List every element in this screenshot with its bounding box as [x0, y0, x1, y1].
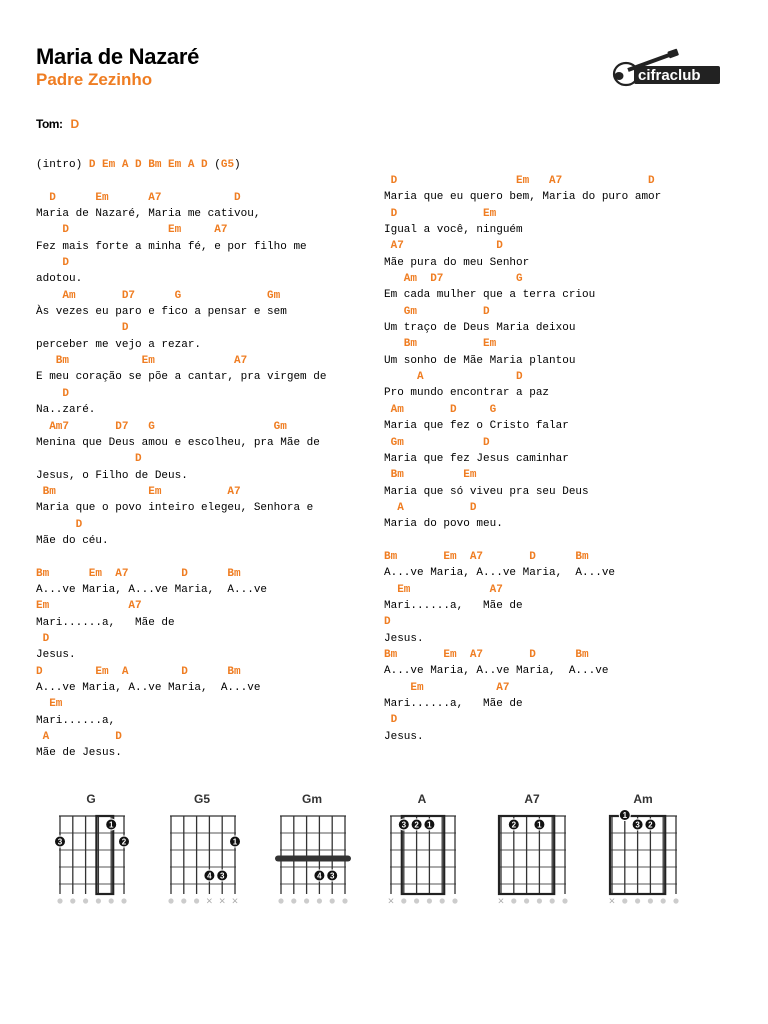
lyric-line: Jesus. [384, 730, 424, 743]
logo-text: cifraclub [638, 67, 701, 84]
svg-text:1: 1 [108, 820, 114, 830]
chord-line[interactable]: Em [36, 698, 63, 711]
chord-diagram-g5[interactable] [157, 792, 247, 910]
fretboard-diagram [46, 806, 136, 906]
open-string-icon [562, 898, 567, 903]
guitar-logo-icon [606, 48, 724, 90]
chord-diagram-name: G [86, 792, 96, 806]
svg-text:3: 3 [57, 837, 63, 847]
lyric-line: Maria que fez Jesus caminhar [384, 452, 569, 465]
chord-line[interactable]: D Em A D Bm [36, 665, 241, 678]
chord-line[interactable]: A D [384, 501, 477, 514]
chord-line[interactable]: D [36, 632, 50, 645]
lyric-line: Maria que o povo inteiro elegeu, Senhora e [36, 502, 314, 515]
svg-text:4: 4 [207, 871, 212, 881]
chord-line[interactable]: A7 D [384, 240, 503, 253]
chord-diagram-am[interactable] [598, 792, 688, 910]
lyric-line: Jesus. [384, 632, 424, 645]
open-string-icon [342, 898, 347, 903]
open-string-icon [304, 898, 309, 903]
fretboard-diagram [157, 806, 247, 906]
finger-marker [217, 870, 228, 881]
open-string-icon [57, 898, 62, 903]
lyric-line: Mãe do céu. [36, 534, 109, 547]
lyric-line: Jesus, o Filho de Deus. [36, 469, 188, 482]
finger-marker [327, 870, 338, 881]
chord-line[interactable]: D [36, 322, 129, 335]
open-string-icon [511, 898, 516, 903]
finger-marker [398, 819, 409, 830]
chord-diagram-name: A7 [524, 792, 540, 806]
finger-marker [411, 819, 422, 830]
lyric-line: Jesus. [36, 649, 76, 662]
chord-line[interactable]: Bm Em A7 [36, 355, 248, 368]
fretboard-diagram [598, 806, 688, 906]
lyric-line: A...ve Maria, A...ve Maria, A...ve [36, 583, 268, 596]
lyric-line: Maria que só viveu pra seu Deus [384, 485, 589, 498]
open-string-icon [440, 898, 445, 903]
lyric-line: Pro mundo encontrar a paz [384, 387, 550, 400]
key-label: Tom: [36, 117, 63, 131]
svg-text:1: 1 [232, 837, 238, 847]
chord-line[interactable]: Gm D [384, 436, 490, 449]
svg-text:1: 1 [622, 811, 628, 820]
muted-string-icon: × [387, 895, 395, 906]
svg-text:2: 2 [121, 837, 127, 847]
open-string-icon [278, 898, 283, 903]
chord-line[interactable]: A D [36, 731, 122, 744]
chord-line[interactable]: D [36, 518, 83, 531]
open-string-icon [194, 898, 199, 903]
svg-text:2: 2 [648, 820, 653, 830]
fretboard-diagram [267, 806, 357, 906]
finger-marker [106, 819, 117, 830]
open-string-icon [550, 898, 555, 903]
fretboard-diagram [487, 806, 577, 906]
finger-marker [632, 819, 643, 830]
chord-diagram-name: Gm [301, 792, 322, 806]
finger-marker [424, 819, 435, 830]
chord-line[interactable]: Am D G [384, 403, 497, 416]
chord-line[interactable]: Am7 D7 G Gm [36, 420, 287, 433]
blank-line [384, 533, 661, 549]
lyric-line: Mãe pura do meu Senhor [384, 256, 530, 269]
cifraclub-logo[interactable] [606, 48, 724, 90]
chord-line[interactable]: D [384, 616, 391, 629]
lyric-line: Mari......a, Mãe de [36, 616, 175, 629]
svg-text:2: 2 [511, 820, 517, 830]
song-title: Maria de Nazaré [36, 44, 200, 69]
lyric-line: A...ve Maria, A..ve Maria, A...ve [36, 682, 261, 694]
open-string-icon [635, 898, 640, 903]
chord-line[interactable]: Bm Em A7 [36, 485, 241, 498]
open-string-icon [401, 898, 406, 903]
lyric-line: adotou. [36, 273, 83, 286]
chord-diagram-a7[interactable] [487, 792, 577, 910]
muted-string-icon: × [608, 895, 616, 906]
svg-text:4: 4 [317, 871, 322, 881]
lyric-line: Mari......a, Mãe de [384, 698, 523, 710]
finger-marker [230, 836, 241, 847]
svg-text:2: 2 [414, 820, 419, 830]
muted-string-icon: × [218, 895, 226, 906]
chord-diagram-a[interactable] [377, 792, 467, 910]
muted-string-icon: × [497, 895, 505, 906]
open-string-icon [83, 898, 88, 903]
chord-line[interactable]: D Em A7 D [36, 191, 241, 204]
open-string-icon [109, 898, 114, 903]
key-indicator [36, 117, 79, 131]
chord-line[interactable]: Am D7 G [384, 273, 523, 286]
open-string-icon [622, 898, 627, 903]
open-string-icon [96, 898, 101, 903]
open-string-icon [414, 898, 419, 903]
chord-diagram-name: G5 [193, 792, 210, 806]
chord-diagram-name: A [417, 792, 427, 806]
lyric-line: A...ve Maria, A..ve Maria, A...ve [384, 665, 609, 678]
chord-line[interactable]: Am D7 G Gm [36, 289, 281, 302]
intro-text: ( [207, 159, 221, 171]
finger-marker [619, 810, 630, 821]
finger-marker [55, 836, 66, 847]
blank-line [36, 173, 326, 189]
chord-line[interactable]: Em A7 [36, 600, 142, 613]
lyric-line: A...ve Maria, A...ve Maria, A...ve [384, 567, 616, 580]
lyric-line: Maria do povo meu. [384, 518, 503, 531]
chord-line[interactable]: Em A7 [384, 681, 510, 694]
muted-string-icon: × [231, 895, 239, 906]
intro-text: (intro) [36, 159, 89, 171]
svg-text:3: 3 [329, 871, 335, 881]
chord-line[interactable]: D [384, 714, 398, 727]
open-string-icon [181, 898, 186, 903]
fretboard-diagram [377, 806, 467, 906]
open-string-icon [427, 898, 432, 903]
chord-line[interactable]: Bm Em A7 D Bm [384, 648, 589, 661]
svg-text:1: 1 [427, 820, 432, 830]
finger-marker [534, 819, 545, 830]
lyric-line: Um sonho de Mãe Maria plantou [384, 354, 576, 367]
lyric-line: E meu coração se põe a cantar, pra virgem de [36, 371, 327, 384]
lyric-line: Fez mais forte a minha fé, e por filho me [36, 240, 307, 253]
svg-text:3: 3 [401, 820, 407, 830]
lyric-line: Mari......a, [36, 714, 116, 727]
chord-line[interactable]: D Em A7 D [384, 175, 655, 187]
open-string-icon [661, 898, 666, 903]
lyrics-column-left [36, 157, 326, 762]
intro-line [36, 157, 326, 173]
artist-name[interactable]: Padre Zezinho [36, 70, 153, 89]
chord-line[interactable]: Gm D [384, 305, 490, 318]
chord-line[interactable]: D Em A7 [36, 224, 228, 237]
lyric-line: Em cada mulher que a terra criou [384, 289, 596, 302]
intro-text: ) [234, 159, 241, 171]
chord-line[interactable]: Em A7 [384, 583, 503, 596]
chord-line[interactable]: D [36, 257, 70, 270]
chord-text[interactable]: G5 [220, 159, 235, 171]
open-string-icon [317, 898, 322, 903]
lyric-line: Maria que fez o Cristo falar [384, 420, 569, 433]
svg-text:3: 3 [219, 871, 225, 881]
open-string-icon [70, 898, 75, 903]
svg-text:1: 1 [537, 820, 542, 830]
open-string-icon [330, 898, 335, 903]
lyric-line: Um traço de Deus Maria deixou [384, 322, 576, 335]
chord-diagrams [0, 792, 768, 912]
chord-line[interactable]: D Em [384, 207, 497, 220]
lyric-line: perceber me vejo a rezar. [36, 338, 202, 351]
finger-marker [508, 819, 519, 830]
open-string-icon [524, 898, 529, 903]
chord-diagram-gm[interactable] [267, 792, 357, 910]
finger-marker [314, 870, 325, 881]
open-string-icon [168, 898, 173, 903]
open-string-icon [648, 898, 653, 903]
chord-line[interactable]: A D [384, 371, 523, 384]
blank-line [36, 549, 326, 565]
lyric-line: Mãe de Jesus. [36, 747, 122, 760]
lyric-line: Igual a você, ninguém [384, 224, 523, 237]
lyric-line: Às vezes eu paro e fico a pensar e sem [36, 306, 287, 319]
key-value[interactable]: D [70, 117, 80, 131]
open-string-icon [537, 898, 542, 903]
lyric-line: Maria que eu quero bem, Maria do puro amor [384, 191, 662, 204]
lyric-line: Mari......a, Mãe de [384, 599, 523, 612]
chord-line[interactable]: Bm Em A7 D Bm [384, 550, 589, 563]
chord-text[interactable]: D Em A D Bm Em A D [88, 159, 208, 171]
finger-marker [645, 819, 656, 830]
svg-text:3: 3 [635, 820, 640, 830]
finger-marker [204, 870, 215, 881]
open-string-icon [121, 898, 126, 903]
muted-string-icon: × [206, 895, 213, 906]
chord-diagram-name: Am [633, 792, 653, 806]
chord-line[interactable]: D [36, 453, 142, 466]
lyric-line: Menina que Deus amou e escolheu, pra Mãe de [36, 436, 320, 449]
lyric-line: Maria de Nazaré, Maria me cativou, [36, 208, 261, 221]
lyrics-column-right [384, 173, 661, 745]
lyric-line: Na..zaré. [36, 404, 96, 417]
chord-line[interactable]: Bm Em [384, 338, 497, 351]
open-string-icon [673, 898, 678, 903]
barre-bar [275, 856, 351, 862]
chord-line[interactable]: D [36, 387, 70, 400]
chord-line[interactable]: Bm Em A7 D Bm [36, 567, 241, 580]
finger-marker [119, 836, 130, 847]
chord-diagram-g[interactable] [46, 792, 136, 910]
open-string-icon [452, 898, 457, 903]
chord-line[interactable]: Bm Em [384, 469, 477, 482]
open-string-icon [291, 898, 296, 903]
